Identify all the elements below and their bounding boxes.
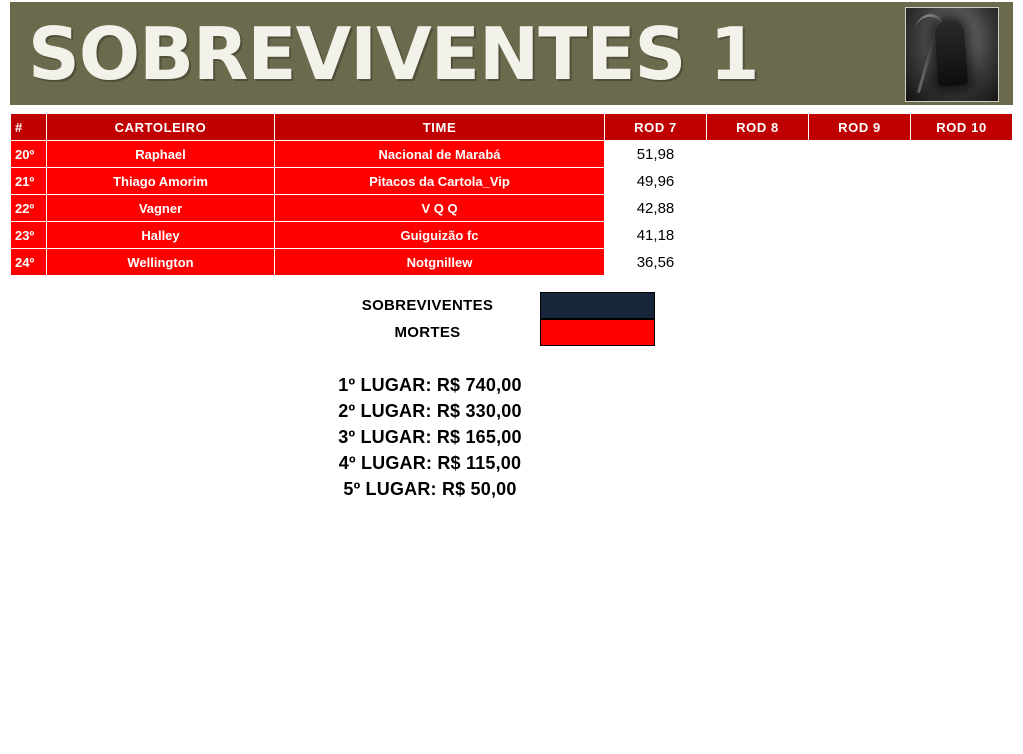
- cell-rod7: 41,18: [605, 222, 707, 249]
- column-header-rod10: ROD 10: [911, 114, 1013, 141]
- prize-item-3: 3º LUGAR: R$ 165,00: [338, 427, 522, 447]
- prize-item-4: 4º LUGAR: R$ 115,00: [338, 453, 522, 473]
- cell-time: Notgnillew: [275, 249, 605, 276]
- cell-cartoleiro: Thiago Amorim: [47, 168, 275, 195]
- table-row: [11, 195, 1013, 222]
- cell-rod9: [809, 141, 911, 168]
- cell-rod7: 51,98: [605, 141, 707, 168]
- cell-time: Nacional de Marabá: [275, 141, 605, 168]
- cell-cartoleiro: Vagner: [47, 195, 275, 222]
- cell-rod7: 36,56: [605, 249, 707, 276]
- prize-item-2: 2º LUGAR: R$ 330,00: [338, 401, 522, 421]
- column-header-rod7: ROD 7: [605, 114, 707, 141]
- table-row: [11, 141, 1013, 168]
- cell-cartoleiro: Wellington: [47, 249, 275, 276]
- legend: [330, 293, 710, 347]
- cell-rod8: [707, 141, 809, 168]
- column-header-time: TIME: [275, 114, 605, 141]
- cell-rod8: [707, 222, 809, 249]
- cell-rod10: [911, 141, 1013, 168]
- cell-rank: 20º: [11, 141, 47, 168]
- cell-rod9: [809, 222, 911, 249]
- cell-rod9: [809, 195, 911, 222]
- table-row: [11, 168, 1013, 195]
- header-banner: [10, 2, 1013, 105]
- cell-rod10: [911, 168, 1013, 195]
- legend-swatch-dead: [540, 319, 655, 346]
- prize-item-1: 1º LUGAR: R$ 740,00: [338, 375, 522, 395]
- cell-rod8: [707, 168, 809, 195]
- cell-rod7: 49,96: [605, 168, 707, 195]
- reaper-figure-shape: [934, 19, 969, 87]
- cell-rank: 22º: [11, 195, 47, 222]
- cell-time: V Q Q: [275, 195, 605, 222]
- cell-rod9: [809, 168, 911, 195]
- cell-cartoleiro: Raphael: [47, 141, 275, 168]
- column-header-rank: #: [11, 114, 47, 141]
- table-header-row: [11, 114, 1013, 141]
- table-row: [11, 222, 1013, 249]
- column-header-rod9: ROD 9: [809, 114, 911, 141]
- cell-rod9: [809, 249, 911, 276]
- cell-time: Guiguizão fc: [275, 222, 605, 249]
- legend-label-survivors: SOBREVIVENTES: [361, 297, 494, 314]
- legend-row-dead: [330, 320, 710, 345]
- prize-item-5: 5º LUGAR: R$ 50,00: [343, 479, 517, 499]
- column-header-rod8: ROD 8: [707, 114, 809, 141]
- legend-label-dead: MORTES: [394, 324, 461, 341]
- cell-rod7: 42,88: [605, 195, 707, 222]
- cell-rank: 23º: [11, 222, 47, 249]
- page-title: SOBREVIVENTES 1: [28, 11, 759, 96]
- cell-rod8: [707, 249, 809, 276]
- cell-cartoleiro: Halley: [47, 222, 275, 249]
- cell-rod10: [911, 195, 1013, 222]
- grim-reaper-photo: [905, 7, 999, 102]
- cell-rank: 21º: [11, 168, 47, 195]
- cell-rod10: [911, 222, 1013, 249]
- table-row: [11, 249, 1013, 276]
- cell-rod8: [707, 195, 809, 222]
- legend-row-survivors: [330, 293, 710, 318]
- ranking-table-container: [10, 113, 1013, 276]
- column-header-cartoleiro: CARTOLEIRO: [47, 114, 275, 141]
- ranking-table: [10, 113, 1013, 276]
- cell-rod10: [911, 249, 1013, 276]
- prize-list: [300, 372, 560, 502]
- cell-rank: 24º: [11, 249, 47, 276]
- legend-swatch-survivors: [540, 292, 655, 319]
- cell-time: Pitacos da Cartola_Vip: [275, 168, 605, 195]
